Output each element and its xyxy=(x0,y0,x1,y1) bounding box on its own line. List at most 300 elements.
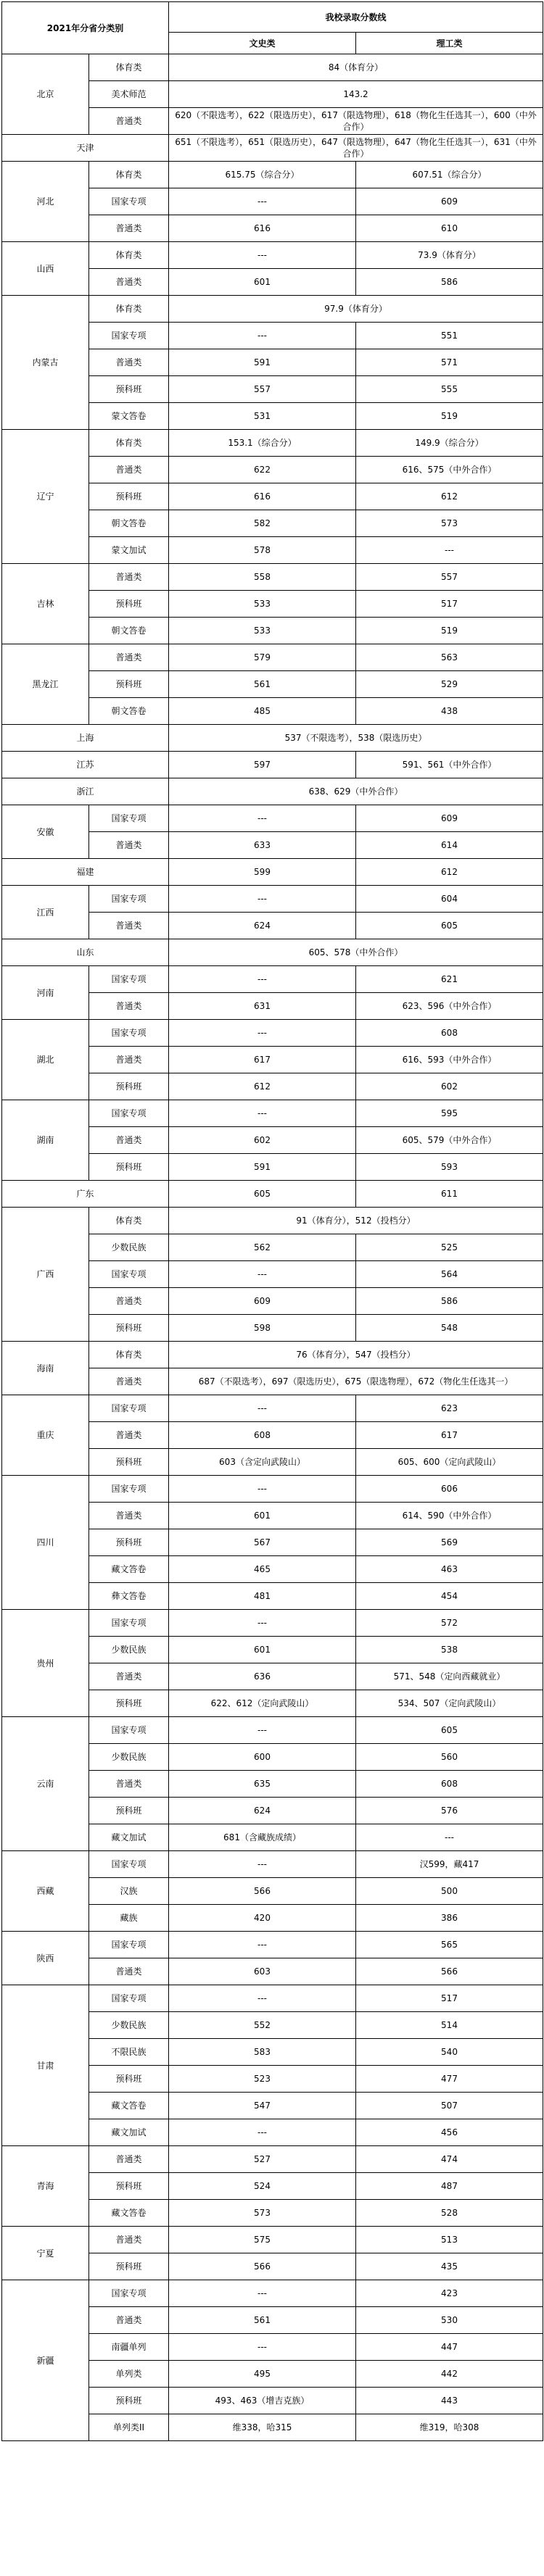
li-score-cell: 595 xyxy=(356,1100,543,1127)
wen-score-cell: --- xyxy=(169,1717,356,1744)
wen-score-cell: --- xyxy=(169,1100,356,1127)
category-cell: 普通类 xyxy=(89,215,169,242)
li-score-cell: 564 xyxy=(356,1261,543,1288)
wen-score-cell: 603 xyxy=(169,1958,356,1985)
li-score-cell: 616、575（中外合作） xyxy=(356,457,543,483)
wen-score-cell: 602 xyxy=(169,1127,356,1154)
li-score-cell: 606 xyxy=(356,1476,543,1503)
category-cell: 普通类 xyxy=(89,913,169,939)
wen-score-cell: 603（含定向武陵山） xyxy=(169,1449,356,1476)
wen-score-cell: 575 xyxy=(169,2227,356,2253)
category-cell: 国家专项 xyxy=(89,1100,169,1127)
table-row xyxy=(2,54,543,81)
wen-score-cell: 573 xyxy=(169,2200,356,2227)
wen-score-cell: 493、463（增吉克族） xyxy=(169,2388,356,2414)
header-row xyxy=(2,2,543,33)
category-cell: 预科班 xyxy=(89,376,169,403)
table-row xyxy=(2,242,543,269)
li-score-cell: 591、561（中外合作） xyxy=(356,752,543,778)
li-score-cell: 525 xyxy=(356,1234,543,1261)
table-row xyxy=(2,564,543,591)
li-score-cell: 608 xyxy=(356,1020,543,1047)
wen-score-cell: 601 xyxy=(169,1637,356,1663)
li-score-cell: 528 xyxy=(356,2200,543,2227)
category-cell: 蒙文答卷 xyxy=(89,403,169,430)
category-cell: 国家专项 xyxy=(89,2280,169,2307)
category-cell: 普通类 xyxy=(89,1288,169,1315)
table-row xyxy=(2,644,543,671)
li-score-cell: --- xyxy=(356,537,543,564)
category-cell: 体育类 xyxy=(89,242,169,269)
wen-score-cell: --- xyxy=(169,966,356,993)
table-row xyxy=(2,1020,543,1047)
li-score-cell: 610 xyxy=(356,215,543,242)
wen-score-cell: --- xyxy=(169,1261,356,1288)
li-score-cell: 607.51（综合分） xyxy=(356,162,543,188)
li-score-cell: 517 xyxy=(356,1985,543,2012)
wen-score-cell: 612 xyxy=(169,1073,356,1100)
wen-score-cell: 633 xyxy=(169,832,356,859)
category-cell: 预科班 xyxy=(89,2388,169,2414)
wen-score-cell: 583 xyxy=(169,2039,356,2066)
wen-score-cell: 681（含藏族成绩） xyxy=(169,1824,356,1851)
category-cell: 普通类 xyxy=(89,108,169,135)
li-score-cell: 540 xyxy=(356,2039,543,2066)
wen-score-cell: 566 xyxy=(169,2253,356,2280)
category-cell: 国家专项 xyxy=(89,886,169,913)
category-cell: 藏文加试 xyxy=(89,2119,169,2146)
table-row xyxy=(2,1342,543,1368)
category-cell: 预科班 xyxy=(89,1449,169,1476)
li-score-cell: 517 xyxy=(356,591,543,618)
province-cell: 江西 xyxy=(2,886,89,939)
category-cell: 普通类 xyxy=(89,1503,169,1529)
category-cell: 朝文答卷 xyxy=(89,510,169,537)
category-cell: 普通类 xyxy=(89,1663,169,1690)
category-cell: 单列类 xyxy=(89,2361,169,2388)
wen-score-cell: 527 xyxy=(169,2146,356,2173)
wen-score-cell: --- xyxy=(169,1476,356,1503)
wen-score-cell: --- xyxy=(169,1020,356,1047)
province-cell: 湖北 xyxy=(2,1020,89,1100)
province-cell: 安徽 xyxy=(2,805,89,859)
merged-score-cell: 605、578（中外合作） xyxy=(169,939,543,966)
li-score-cell: 602 xyxy=(356,1073,543,1100)
merged-score-cell: 620（不限选考），622（限选历史），617（限选物理），618（物化生任选其一），600（中外合作） xyxy=(169,108,543,135)
table-row xyxy=(2,162,543,188)
li-score-cell: 593 xyxy=(356,1154,543,1181)
li-score-cell: 519 xyxy=(356,403,543,430)
li-score-cell: 507 xyxy=(356,2093,543,2119)
category-cell: 国家专项 xyxy=(89,1717,169,1744)
category-cell: 普通类 xyxy=(89,1047,169,1073)
li-score-cell: 586 xyxy=(356,1288,543,1315)
wen-score-cell: 600 xyxy=(169,1744,356,1771)
category-header: 2021年分省分类别 xyxy=(2,2,169,54)
category-cell: 预科班 xyxy=(89,1529,169,1556)
category-cell: 预科班 xyxy=(89,1315,169,1342)
province-cell: 广西 xyxy=(2,1208,89,1342)
wen-score-cell: 615.75（综合分） xyxy=(169,162,356,188)
category-cell: 不限民族 xyxy=(89,2039,169,2066)
li-score-cell: 73.9（体育分） xyxy=(356,242,543,269)
category-cell: 藏文答卷 xyxy=(89,1556,169,1583)
category-cell: 国家专项 xyxy=(89,1476,169,1503)
wen-score-cell: 533 xyxy=(169,591,356,618)
category-cell: 普通类 xyxy=(89,457,169,483)
category-cell: 普通类 xyxy=(89,349,169,376)
category-cell: 体育类 xyxy=(89,54,169,81)
category-cell: 国家专项 xyxy=(89,1261,169,1288)
wen-score-cell: 624 xyxy=(169,1798,356,1824)
table-row xyxy=(2,1100,543,1127)
wen-score-cell: 622、612（定向武陵山） xyxy=(169,1690,356,1717)
category-cell: 预科班 xyxy=(89,483,169,510)
wen-score-cell: 591 xyxy=(169,349,356,376)
li-score-cell: 149.9（综合分） xyxy=(356,430,543,457)
li-score-cell: 605 xyxy=(356,1717,543,1744)
li-score-cell: 614 xyxy=(356,832,543,859)
province-cell: 贵州 xyxy=(2,1610,89,1717)
li-score-cell: 423 xyxy=(356,2280,543,2307)
category-cell: 朝文答卷 xyxy=(89,618,169,644)
table-row xyxy=(2,939,543,966)
province-cell: 天津 xyxy=(2,135,169,162)
category-cell: 少数民族 xyxy=(89,1234,169,1261)
wen-score-cell: 153.1（综合分） xyxy=(169,430,356,457)
table-row xyxy=(2,1181,543,1208)
province-cell: 海南 xyxy=(2,1342,89,1395)
li-score-cell: 621 xyxy=(356,966,543,993)
li-score-cell: 557 xyxy=(356,564,543,591)
category-cell: 体育类 xyxy=(89,1342,169,1368)
wen-score-cell: 481 xyxy=(169,1583,356,1610)
wen-score-cell: 420 xyxy=(169,1905,356,1932)
li-score-cell: 611 xyxy=(356,1181,543,1208)
li-score-cell: 529 xyxy=(356,671,543,698)
province-cell: 山西 xyxy=(2,242,89,296)
category-cell: 普通类 xyxy=(89,1958,169,1985)
li-score-cell: 612 xyxy=(356,859,543,886)
li-score-cell: 612 xyxy=(356,483,543,510)
category-cell: 普通类 xyxy=(89,993,169,1020)
li-score-cell: 566 xyxy=(356,1958,543,1985)
wen-score-cell: 维338，哈315 xyxy=(169,2414,356,2441)
wen-score-cell: 531 xyxy=(169,403,356,430)
merged-score-cell: 687（不限选考），697（限选历史），675（限选物理），672（物化生任选其一） xyxy=(169,1368,543,1395)
li-score-cell: 443 xyxy=(356,2388,543,2414)
li-score-cell: 534、507（定向武陵山） xyxy=(356,1690,543,1717)
category-cell: 预科班 xyxy=(89,671,169,698)
category-cell: 普通类 xyxy=(89,269,169,296)
li-score-cell: 442 xyxy=(356,2361,543,2388)
table-row xyxy=(2,886,543,913)
province-cell: 湖南 xyxy=(2,1100,89,1181)
li-score-cell: 513 xyxy=(356,2227,543,2253)
wen-score-cell: 533 xyxy=(169,618,356,644)
merged-score-cell: 84（体育分） xyxy=(169,54,543,81)
wen-score-cell: 591 xyxy=(169,1154,356,1181)
table-row xyxy=(2,1208,543,1234)
table-row xyxy=(2,2146,543,2173)
li-score-cell: 573 xyxy=(356,510,543,537)
wen-score-cell: --- xyxy=(169,1610,356,1637)
score-group-header: 我校录取分数线 xyxy=(169,2,543,33)
li-score-cell: 500 xyxy=(356,1878,543,1905)
merged-score-cell: 537（不限选考），538（限选历史） xyxy=(169,725,543,752)
wen-score-cell: 485 xyxy=(169,698,356,725)
li-score-cell: 565 xyxy=(356,1932,543,1958)
wen-score-cell: 601 xyxy=(169,269,356,296)
category-cell: 预科班 xyxy=(89,2173,169,2200)
province-cell: 辽宁 xyxy=(2,430,89,564)
wen-score-cell: 636 xyxy=(169,1663,356,1690)
table-row xyxy=(2,725,543,752)
wen-score-cell: 617 xyxy=(169,1047,356,1073)
wen-score-cell: 562 xyxy=(169,1234,356,1261)
province-cell: 青海 xyxy=(2,2146,89,2227)
wen-score-cell: 524 xyxy=(169,2173,356,2200)
table-row xyxy=(2,2227,543,2253)
province-cell: 陕西 xyxy=(2,1932,89,1985)
province-cell: 内蒙古 xyxy=(2,296,89,430)
li-score-cell: 487 xyxy=(356,2173,543,2200)
table-row xyxy=(2,430,543,457)
li-score-cell: 623 xyxy=(356,1395,543,1422)
category-cell: 国家专项 xyxy=(89,323,169,349)
li-score-cell: 维319，哈308 xyxy=(356,2414,543,2441)
li-score-cell: 560 xyxy=(356,1744,543,1771)
category-cell: 体育类 xyxy=(89,296,169,323)
li-score-cell: 617 xyxy=(356,1422,543,1449)
category-cell: 预科班 xyxy=(89,1690,169,1717)
wen-score-cell: 622 xyxy=(169,457,356,483)
wen-score-cell: 609 xyxy=(169,1288,356,1315)
category-cell: 国家专项 xyxy=(89,188,169,215)
wen-column-header: 文史类 xyxy=(169,33,356,54)
li-score-cell: 608 xyxy=(356,1771,543,1798)
wen-score-cell: 631 xyxy=(169,993,356,1020)
category-cell: 预科班 xyxy=(89,1798,169,1824)
table-row xyxy=(2,805,543,832)
category-cell: 普通类 xyxy=(89,1422,169,1449)
wen-score-cell: 578 xyxy=(169,537,356,564)
li-score-cell: 563 xyxy=(356,644,543,671)
category-cell: 国家专项 xyxy=(89,966,169,993)
province-cell: 山东 xyxy=(2,939,169,966)
li-score-cell: 605、600（定向武陵山） xyxy=(356,1449,543,1476)
li-score-cell: 614、590（中外合作） xyxy=(356,1503,543,1529)
li-score-cell: 435 xyxy=(356,2253,543,2280)
merged-score-cell: 97.9（体育分） xyxy=(169,296,543,323)
merged-score-cell: 638、629（中外合作） xyxy=(169,778,543,805)
li-score-cell: 548 xyxy=(356,1315,543,1342)
category-cell: 普通类 xyxy=(89,1368,169,1395)
table-row xyxy=(2,2280,543,2307)
wen-score-cell: 598 xyxy=(169,1315,356,1342)
province-cell: 北京 xyxy=(2,54,89,135)
province-cell: 甘肃 xyxy=(2,1985,89,2146)
wen-score-cell: 579 xyxy=(169,644,356,671)
li-score-cell: 604 xyxy=(356,886,543,913)
category-cell: 藏族 xyxy=(89,1905,169,1932)
li-score-cell: 609 xyxy=(356,805,543,832)
wen-score-cell: --- xyxy=(169,2119,356,2146)
category-cell: 美术师范 xyxy=(89,81,169,108)
province-cell: 吉林 xyxy=(2,564,89,644)
merged-score-cell: 143.2 xyxy=(169,81,543,108)
wen-score-cell: 495 xyxy=(169,2361,356,2388)
province-cell: 黑龙江 xyxy=(2,644,89,725)
li-score-cell: 569 xyxy=(356,1529,543,1556)
category-cell: 国家专项 xyxy=(89,1610,169,1637)
category-cell: 普通类 xyxy=(89,644,169,671)
wen-score-cell: 616 xyxy=(169,215,356,242)
category-cell: 体育类 xyxy=(89,430,169,457)
category-cell: 藏文加试 xyxy=(89,1824,169,1851)
category-cell: 预科班 xyxy=(89,591,169,618)
li-score-cell: 汉599，藏417 xyxy=(356,1851,543,1878)
category-cell: 国家专项 xyxy=(89,1395,169,1422)
table-row xyxy=(2,778,543,805)
category-cell: 普通类 xyxy=(89,2227,169,2253)
wen-score-cell: 605 xyxy=(169,1181,356,1208)
wen-score-cell: 561 xyxy=(169,671,356,698)
wen-score-cell: 608 xyxy=(169,1422,356,1449)
li-score-cell: 514 xyxy=(356,2012,543,2039)
li-score-cell: 519 xyxy=(356,618,543,644)
category-cell: 普通类 xyxy=(89,2307,169,2334)
table-row xyxy=(2,1476,543,1503)
merged-score-cell: 91（体育分），512（投档分） xyxy=(169,1208,543,1234)
province-cell: 河北 xyxy=(2,162,89,242)
province-cell: 江苏 xyxy=(2,752,169,778)
category-cell: 国家专项 xyxy=(89,1985,169,2012)
wen-score-cell: --- xyxy=(169,1932,356,1958)
wen-score-cell: 599 xyxy=(169,859,356,886)
wen-score-cell: --- xyxy=(169,805,356,832)
table-row xyxy=(2,966,543,993)
li-score-cell: 477 xyxy=(356,2066,543,2093)
table-row xyxy=(2,135,543,162)
category-cell: 南疆单列 xyxy=(89,2334,169,2361)
li-score-cell: 447 xyxy=(356,2334,543,2361)
wen-score-cell: 616 xyxy=(169,483,356,510)
wen-score-cell: 552 xyxy=(169,2012,356,2039)
li-score-cell: 586 xyxy=(356,269,543,296)
category-cell: 少数民族 xyxy=(89,1637,169,1663)
wen-score-cell: 624 xyxy=(169,913,356,939)
table-row xyxy=(2,752,543,778)
li-score-cell: 571 xyxy=(356,349,543,376)
province-cell: 西藏 xyxy=(2,1851,89,1932)
category-cell: 预科班 xyxy=(89,2066,169,2093)
wen-score-cell: --- xyxy=(169,323,356,349)
category-cell: 普通类 xyxy=(89,832,169,859)
province-cell: 福建 xyxy=(2,859,169,886)
li-score-cell: 555 xyxy=(356,376,543,403)
category-cell: 国家专项 xyxy=(89,805,169,832)
category-cell: 普通类 xyxy=(89,564,169,591)
province-cell: 广东 xyxy=(2,1181,169,1208)
category-cell: 少数民族 xyxy=(89,2012,169,2039)
wen-score-cell: --- xyxy=(169,242,356,269)
li-score-cell: 386 xyxy=(356,1905,543,1932)
wen-score-cell: 465 xyxy=(169,1556,356,1583)
wen-score-cell: --- xyxy=(169,188,356,215)
wen-score-cell: 558 xyxy=(169,564,356,591)
province-cell: 河南 xyxy=(2,966,89,1020)
li-score-cell: 551 xyxy=(356,323,543,349)
li-score-cell: 454 xyxy=(356,1583,543,1610)
score-table-body xyxy=(2,2,543,2441)
wen-score-cell: --- xyxy=(169,2334,356,2361)
category-cell: 预科班 xyxy=(89,1073,169,1100)
li-score-cell: 474 xyxy=(356,2146,543,2173)
wen-score-cell: --- xyxy=(169,1851,356,1878)
wen-score-cell: --- xyxy=(169,886,356,913)
wen-score-cell: 566 xyxy=(169,1878,356,1905)
table-row xyxy=(2,1717,543,1744)
province-cell: 浙江 xyxy=(2,778,169,805)
li-score-cell: 609 xyxy=(356,188,543,215)
wen-score-cell: 597 xyxy=(169,752,356,778)
category-cell: 国家专项 xyxy=(89,1932,169,1958)
category-cell: 体育类 xyxy=(89,162,169,188)
table-row xyxy=(2,296,543,323)
category-cell: 体育类 xyxy=(89,1208,169,1234)
wen-score-cell: 582 xyxy=(169,510,356,537)
merged-score-cell: 651（不限选考），651（限选历史），647（限选物理），647（物化生任选其一），631（中外合作） xyxy=(169,135,543,162)
li-score-cell: 605、579（中外合作） xyxy=(356,1127,543,1154)
table-row xyxy=(2,1985,543,2012)
li-score-cell: 463 xyxy=(356,1556,543,1583)
li-score-cell: 456 xyxy=(356,2119,543,2146)
category-cell: 预科班 xyxy=(89,2253,169,2280)
merged-score-cell: 76（体育分），547（投档分） xyxy=(169,1342,543,1368)
province-cell: 宁夏 xyxy=(2,2227,89,2280)
wen-score-cell: 557 xyxy=(169,376,356,403)
wen-score-cell: 567 xyxy=(169,1529,356,1556)
li-score-cell: 530 xyxy=(356,2307,543,2334)
category-cell: 少数民族 xyxy=(89,1744,169,1771)
admission-score-table xyxy=(1,1,543,2441)
category-cell: 预科班 xyxy=(89,1154,169,1181)
province-cell: 云南 xyxy=(2,1717,89,1851)
li-score-cell: 576 xyxy=(356,1798,543,1824)
category-cell: 彝文答卷 xyxy=(89,1583,169,1610)
category-cell: 单列类II xyxy=(89,2414,169,2441)
wen-score-cell: --- xyxy=(169,1395,356,1422)
li-score-cell: --- xyxy=(356,1824,543,1851)
category-cell: 朝文答卷 xyxy=(89,698,169,725)
category-cell: 普通类 xyxy=(89,1771,169,1798)
table-row xyxy=(2,1610,543,1637)
li-score-cell: 623、596（中外合作） xyxy=(356,993,543,1020)
province-cell: 上海 xyxy=(2,725,169,752)
wen-score-cell: 523 xyxy=(169,2066,356,2093)
wen-score-cell: 547 xyxy=(169,2093,356,2119)
province-cell: 重庆 xyxy=(2,1395,89,1476)
category-cell: 普通类 xyxy=(89,2146,169,2173)
table-row xyxy=(2,859,543,886)
wen-score-cell: 601 xyxy=(169,1503,356,1529)
wen-score-cell: --- xyxy=(169,1985,356,2012)
li-score-cell: 616、593（中外合作） xyxy=(356,1047,543,1073)
wen-score-cell: --- xyxy=(169,2280,356,2307)
category-cell: 藏文答卷 xyxy=(89,2200,169,2227)
li-score-cell: 605 xyxy=(356,913,543,939)
